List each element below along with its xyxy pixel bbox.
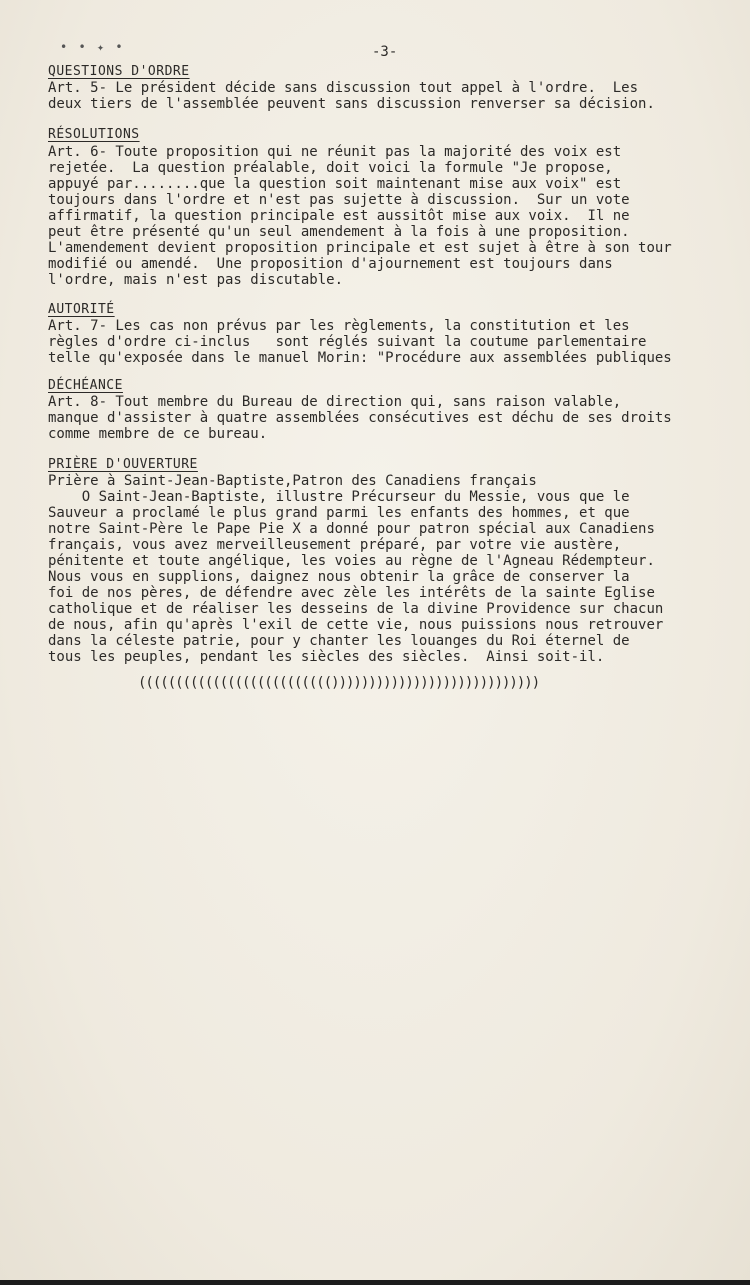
text-line: modifié ou amendé. Une proposition d'ajournement est toujours dans [48,256,613,272]
text-line: tous les peuples, pendant les siècles des siècles. Ainsi soit-il. [48,649,605,665]
text-line: toujours dans l'ordre et n'est pas sujette à discussion. Sur un vote [48,192,630,208]
page-corner-marks: • • ✦ • [60,40,125,54]
text-line: Art. 5- Le président décide sans discussion tout appel à l'ordre. Les [48,80,639,96]
section-heading-questions-ordre: QUESTIONS D'ORDRE [48,64,190,79]
text-line: dans la céleste patrie, pour y chanter les louanges du Roi éternel de [48,633,630,649]
text-line: foi de nos pères, de défendre avec zèle les intérêts de la sainte Eglise [48,585,655,601]
text-line: Art. 6- Toute proposition qui ne réunit pas la majorité des voix est [48,144,622,160]
text-line: notre Saint-Père le Pape Pie X a donné pour patron spécial aux Canadiens [48,521,655,537]
text-line: Art. 8- Tout membre du Bureau de direction qui, sans raison valable, [48,394,622,410]
text-line: O Saint-Jean-Baptiste, illustre Précurseur du Messie, vous que le [48,489,630,505]
text-line: peut être présenté qu'un seul amendement à la fois à une proposition. [48,224,630,240]
text-line: comme membre de ce bureau. [48,426,268,442]
text-line: Nous vous en supplions, daignez nous obtenir la grâce de conserver la [48,569,630,585]
scan-bottom-edge [0,1280,750,1285]
text-line: L'amendement devient proposition principale et est sujet à être à son tour [48,240,672,256]
text-line: français, vous avez merveilleusement préparé, par votre vie austère, [48,537,622,553]
text-line: affirmatif, la question principale est aussitôt mise aux voix. Il ne [48,208,630,224]
text-line: catholique et de réaliser les desseins de la divine Providence sur chacun [48,601,664,617]
text-line: règles d'ordre ci-inclus sont réglés suivant la coutume parlementaire [48,334,647,350]
text-line: deux tiers de l'assemblée peuvent sans discussion renverser sa décision. [48,96,655,112]
text-line: pénitente et toute angélique, les voies au règne de l'Agneau Rédempteur. [48,553,655,569]
section-heading-decheance: DÉCHÉANCE [48,378,123,393]
section-heading-resolutions: RÉSOLUTIONS [48,127,140,142]
text-line: Sauveur a proclamé le plus grand parmi les enfants des hommes, et que [48,505,630,521]
section-heading-priere: PRIÈRE D'OUVERTURE [48,457,198,472]
text-line: telle qu'exposée dans le manuel Morin: "Procédure aux assemblées publiques [48,350,672,366]
text-line: appuyé par........que la question soit maintenant mise aux voix" est [48,176,622,192]
text-line: l'ordre, mais n'est pas discutable. [48,272,344,288]
text-line: de nous, afin qu'après l'exil de cette vie, nous puissions nous retrouver [48,617,664,633]
closing-ornament: (((((((((((((((((((((((((()))))))))))))))))))))))))))) [138,675,540,691]
text-line: Art. 7- Les cas non prévus par les règlements, la constitution et les [48,318,630,334]
page-number: -3- [372,44,398,60]
text-line: rejetée. La question préalable, doit voici la formule "Je propose, [48,160,613,176]
section-heading-autorite: AUTORITÉ [48,302,115,317]
text-line: manque d'assister à quatre assemblées consécutives est déchu de ses droits [48,410,672,426]
prayer-title: Prière à Saint-Jean-Baptiste,Patron des Canadiens français [48,473,537,489]
